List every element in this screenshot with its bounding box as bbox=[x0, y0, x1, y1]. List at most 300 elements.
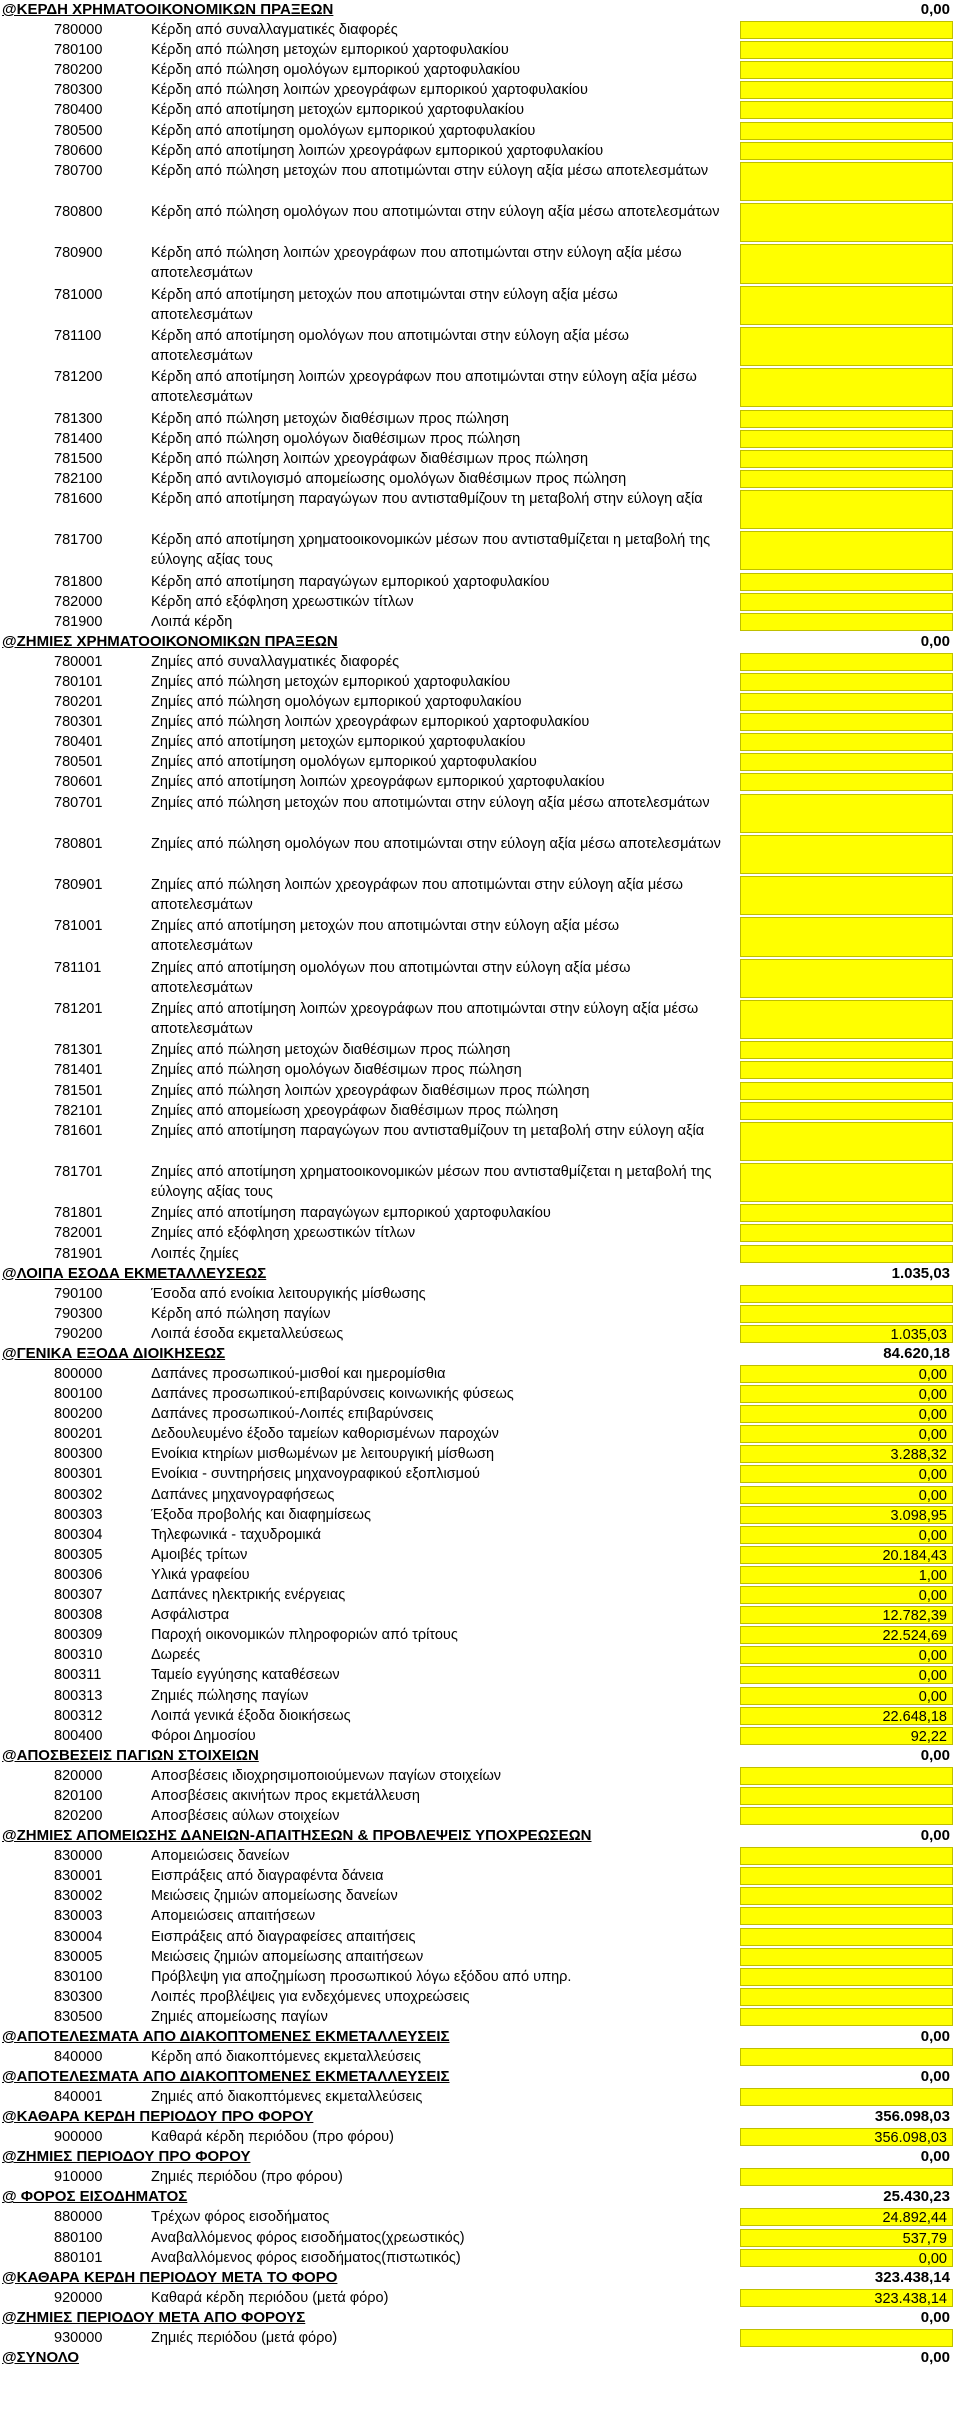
value-cell[interactable] bbox=[740, 490, 953, 529]
account-description: Μειώσεις ζημιών απομείωσης απαιτήσεων bbox=[151, 1948, 424, 1965]
account-row bbox=[0, 449, 960, 469]
value-cell[interactable] bbox=[740, 1204, 953, 1222]
section-title: @ΖΗΜΙΕΣ ΠΕΡΙΟΔΟΥ ΜΕΤΑ ΑΠΟ ΦΟΡΟΥΣ bbox=[2, 2308, 306, 2326]
account-row bbox=[0, 1364, 960, 1384]
value-cell[interactable] bbox=[740, 1245, 953, 1263]
value-cell[interactable] bbox=[740, 450, 953, 468]
account-row bbox=[0, 1464, 960, 1484]
account-description: Ζημίες από αποτίμηση μετοχών που αποτιμώνται στην εύλογη αξία μέσω αποτελεσμάτων bbox=[151, 918, 620, 955]
account-description: Κέρδη από πώληση λοιπών χρεογράφων εμπορικού χαρτοφυλακίου bbox=[151, 82, 588, 99]
account-description: Μειώσεις ζημιών απομείωσης δανείων bbox=[151, 1888, 398, 1905]
account-row bbox=[0, 1121, 960, 1162]
account-code: 780700 bbox=[54, 162, 103, 179]
account-code: 930000 bbox=[54, 2329, 103, 2346]
account-row bbox=[0, 592, 960, 612]
account-code: 780601 bbox=[54, 774, 103, 791]
section-header bbox=[0, 0, 960, 20]
value-cell[interactable]: 3.288,32 bbox=[740, 1445, 953, 1463]
account-code: 830003 bbox=[54, 1908, 103, 1925]
account-description: Κέρδη από αποτίμηση χρηματοοικονομικών μέσων που αντισταθμίζεται η μεταβολή της εύλογης αξίας τους bbox=[151, 532, 711, 569]
account-description: Δωρεές bbox=[151, 1647, 201, 1664]
value-cell[interactable]: 0,00 bbox=[740, 2249, 953, 2267]
account-row bbox=[0, 1284, 960, 1304]
account-description: Κέρδη από αποτίμηση λοιπών χρεογράφων που αποτιμώνται στην εύλογη αξία μέσω αποτελεσμάτων bbox=[151, 369, 697, 406]
account-description: Κέρδη από πώληση μετοχών που αποτιμώνται στην εύλογη αξία μέσω αποτελεσμάτων bbox=[151, 162, 709, 179]
account-code: 800303 bbox=[54, 1506, 103, 1523]
value-cell[interactable] bbox=[740, 1948, 953, 1966]
value-cell[interactable]: 1,00 bbox=[740, 1566, 953, 1584]
account-row bbox=[0, 1987, 960, 2007]
account-description: Ζημιές απομείωσης παγίων bbox=[151, 2008, 328, 2025]
account-code: 840000 bbox=[54, 2049, 103, 2065]
account-code: 840001 bbox=[54, 2089, 103, 2106]
value-cell[interactable] bbox=[740, 2048, 953, 2066]
value-cell[interactable] bbox=[740, 327, 953, 366]
account-row bbox=[0, 612, 960, 632]
account-code: 781301 bbox=[54, 1042, 103, 1059]
account-row bbox=[0, 1324, 960, 1344]
value-cell[interactable]: 1.035,03 bbox=[740, 1325, 953, 1343]
account-description: Αναβαλλόμενος φόρος εισοδήματος(πιστωτικός) bbox=[151, 2249, 461, 2266]
value-cell[interactable] bbox=[740, 203, 953, 242]
value-cell[interactable]: 20.184,43 bbox=[740, 1546, 953, 1564]
value-cell[interactable] bbox=[740, 531, 953, 570]
account-code: 780800 bbox=[54, 204, 103, 220]
account-row bbox=[0, 1706, 960, 1726]
account-description: Αποσβέσεις αύλων στοιχείων bbox=[151, 1808, 340, 1824]
account-description: Αμοιβές τρίτων bbox=[151, 1546, 248, 1563]
account-code: 780300 bbox=[54, 82, 103, 99]
account-description: Ασφάλιστρα bbox=[151, 1607, 230, 1624]
account-description: Αποσβέσεις ιδιοχρησιμοποιούμενων παγίων στοιχείων bbox=[151, 1767, 502, 1784]
account-description: Κέρδη από πώληση ομολόγων εμπορικού χαρτοφυλακίου bbox=[151, 62, 521, 79]
account-row bbox=[0, 1525, 960, 1545]
account-code: 780901 bbox=[54, 877, 103, 894]
account-code: 780301 bbox=[54, 714, 103, 731]
value-cell[interactable] bbox=[740, 753, 953, 771]
value-cell[interactable] bbox=[740, 2329, 953, 2347]
value-cell[interactable]: 537,79 bbox=[740, 2229, 953, 2247]
value-cell[interactable]: 0,00 bbox=[740, 1666, 953, 1684]
value-cell[interactable]: 0,00 bbox=[740, 1385, 953, 1403]
account-code: 780400 bbox=[54, 102, 103, 119]
account-code: 781500 bbox=[54, 450, 103, 467]
account-row bbox=[0, 1060, 960, 1080]
section-total: 356.098,03 bbox=[874, 2108, 950, 2126]
account-row bbox=[0, 1686, 960, 1706]
account-row bbox=[0, 2248, 960, 2268]
value-cell[interactable]: 0,00 bbox=[740, 1465, 953, 1483]
account-row bbox=[0, 2328, 960, 2348]
account-row bbox=[0, 1444, 960, 1464]
account-code: 790300 bbox=[54, 1305, 103, 1322]
value-cell[interactable] bbox=[740, 2088, 953, 2106]
value-cell[interactable] bbox=[740, 959, 953, 998]
account-description: Δεδουλευμένο έξοδο ταμείων καθορισμένων παροχών bbox=[151, 1426, 499, 1443]
account-row bbox=[0, 1404, 960, 1424]
account-code: 781900 bbox=[54, 613, 103, 630]
account-code: 800201 bbox=[54, 1426, 103, 1443]
value-cell[interactable]: 22.524,69 bbox=[740, 1626, 953, 1644]
account-code: 880000 bbox=[54, 2209, 103, 2226]
section-title: @ΑΠΟΤΕΛΕΣΜΑΤΑ ΑΠΟ ΔΙΑΚΟΠΤΟΜΕΝΕΣ ΕΚΜΕΤΑΛΛΕΥΣΕΙΣ bbox=[2, 2028, 450, 2045]
value-cell[interactable]: 24.892,44 bbox=[740, 2208, 953, 2226]
account-description: Ζημίες από συναλλαγματικές διαφορές bbox=[151, 653, 400, 670]
value-cell[interactable] bbox=[740, 876, 953, 915]
value-cell[interactable]: 92,22 bbox=[740, 1727, 953, 1745]
account-row bbox=[0, 732, 960, 752]
account-row bbox=[0, 1967, 960, 1987]
account-description: Ζημίες από αποτίμηση ομολόγων εμπορικού χαρτοφυλακίου bbox=[151, 754, 537, 771]
value-cell[interactable] bbox=[740, 1163, 953, 1202]
value-cell[interactable] bbox=[740, 368, 953, 407]
account-code: 782101 bbox=[54, 1102, 103, 1119]
account-row bbox=[0, 1645, 960, 1665]
section-header bbox=[0, 1344, 960, 1364]
account-code: 781501 bbox=[54, 1082, 103, 1099]
value-cell[interactable] bbox=[740, 1041, 953, 1059]
account-code: 780600 bbox=[54, 142, 103, 159]
account-row bbox=[0, 1203, 960, 1223]
account-row bbox=[0, 772, 960, 792]
account-code: 920000 bbox=[54, 2289, 103, 2306]
account-description: Ζημίες από αποτίμηση ομολόγων που αποτιμώνται στην εύλογη αξία μέσω αποτελεσμάτων bbox=[151, 959, 631, 996]
account-description: Αποσβέσεις ακινήτων προς εκμετάλλευση bbox=[151, 1787, 420, 1804]
account-code: 820200 bbox=[54, 1808, 103, 1824]
account-code: 782001 bbox=[54, 1225, 103, 1242]
account-code: 781600 bbox=[54, 490, 103, 507]
value-cell[interactable] bbox=[740, 773, 953, 791]
account-code: 780101 bbox=[54, 673, 103, 690]
account-row bbox=[0, 1545, 960, 1565]
account-code: 780801 bbox=[54, 835, 103, 852]
value-cell[interactable]: 0,00 bbox=[740, 1646, 953, 1664]
account-code: 800312 bbox=[54, 1707, 103, 1724]
account-row bbox=[0, 80, 960, 100]
section-header bbox=[0, 2308, 960, 2328]
account-row bbox=[0, 2127, 960, 2147]
value-cell[interactable] bbox=[740, 573, 953, 591]
account-row bbox=[0, 672, 960, 692]
account-row bbox=[0, 1081, 960, 1101]
account-row bbox=[0, 1565, 960, 1585]
value-cell[interactable]: 323.438,14 bbox=[740, 2289, 953, 2307]
account-code: 782100 bbox=[54, 470, 103, 487]
value-cell[interactable] bbox=[740, 101, 953, 119]
account-code: 800000 bbox=[54, 1365, 103, 1382]
value-cell[interactable] bbox=[740, 1122, 953, 1161]
value-cell[interactable]: 0,00 bbox=[740, 1425, 953, 1443]
section-title: @ΖΗΜΙΕΣ ΠΕΡΙΟΔΟΥ ΠΡΟ ΦΟΡΟΥ bbox=[2, 2148, 251, 2166]
value-cell[interactable] bbox=[740, 1928, 953, 1946]
value-cell[interactable] bbox=[740, 653, 953, 671]
section-total: 0,00 bbox=[920, 632, 950, 650]
account-description: Λοιπά γενικά έξοδα διοικήσεως bbox=[151, 1707, 351, 1724]
account-row bbox=[0, 1665, 960, 1685]
account-row bbox=[0, 121, 960, 141]
account-description: Ενοίκια - συντηρήσεις μηχανογραφικού εξοπλισμού bbox=[151, 1466, 480, 1483]
section-title: @ΚΑΘΑΡΑ ΚΕΡΔΗ ΠΕΡΙΟΔΟΥ ΜΕΤΑ ΤΟ ΦΟΡΟ bbox=[2, 2268, 338, 2286]
account-description: Κέρδη από συναλλαγματικές διαφορές bbox=[151, 22, 398, 38]
account-code: 780200 bbox=[54, 62, 103, 79]
section-header bbox=[0, 2067, 960, 2087]
account-row bbox=[0, 1846, 960, 1866]
value-cell[interactable] bbox=[740, 835, 953, 874]
value-cell[interactable] bbox=[740, 1224, 953, 1242]
account-code: 880101 bbox=[54, 2249, 103, 2266]
value-cell[interactable] bbox=[740, 81, 953, 99]
value-cell[interactable]: 0,00 bbox=[740, 1687, 953, 1705]
account-code: 800302 bbox=[54, 1486, 103, 1503]
section-title: @ΑΠΟΤΕΛΕΣΜΑΤΑ ΑΠΟ ΔΙΑΚΟΠΤΟΜΕΝΕΣ ΕΚΜΕΤΑΛΛΕΥΣΕΙΣ bbox=[2, 2068, 450, 2086]
account-code: 781701 bbox=[54, 1164, 103, 1180]
account-description: Ζημίες από αποτίμηση χρηματοοικονομικών μέσων που αντισταθμίζεται η μεταβολή της εύλογης αξίας τους bbox=[151, 1164, 712, 1200]
value-cell[interactable] bbox=[740, 1968, 953, 1986]
account-row bbox=[0, 367, 960, 408]
value-cell[interactable] bbox=[740, 1102, 953, 1120]
account-description: Έξοδα προβολής και διαφημίσεως bbox=[151, 1506, 371, 1523]
account-code: 900000 bbox=[54, 2129, 103, 2146]
value-cell[interactable] bbox=[740, 917, 953, 956]
section-title: @ΑΠΟΣΒΕΣΕΙΣ ΠΑΓΙΩΝ ΣΤΟΙΧΕΙΩΝ bbox=[2, 1746, 259, 1764]
section-header bbox=[0, 2027, 960, 2047]
account-description: Λοιπά έσοδα εκμεταλλεύσεως bbox=[151, 1325, 344, 1342]
section-title: @ΖΗΜΙΕΣ ΑΠΟΜΕΙΩΣΗΣ ΔΑΝΕΙΩΝ-ΑΠΑΙΤΗΣΕΩΝ & ΠΡΟΒΛΕΨΕΙΣ ΥΠΟΧΡΕΩΣΕΩΝ bbox=[2, 1827, 592, 1845]
account-description: Κέρδη από αποτίμηση ομολόγων εμπορικού χαρτοφυλακίου bbox=[151, 122, 536, 139]
account-code: 830000 bbox=[54, 1848, 103, 1865]
account-description: Απομειώσεις απαιτήσεων bbox=[151, 1908, 316, 1925]
value-cell[interactable] bbox=[740, 613, 953, 631]
account-code: 790200 bbox=[54, 1325, 103, 1342]
value-cell[interactable] bbox=[740, 1082, 953, 1100]
account-row bbox=[0, 469, 960, 489]
account-row bbox=[0, 1806, 960, 1826]
account-row bbox=[0, 1605, 960, 1625]
value-cell[interactable] bbox=[740, 593, 953, 611]
account-description: Κέρδη από αποτίμηση παραγώγων εμπορικού χαρτοφυλακίου bbox=[151, 573, 550, 590]
account-row bbox=[0, 712, 960, 732]
value-cell[interactable] bbox=[740, 410, 953, 428]
account-code: 781401 bbox=[54, 1062, 103, 1079]
account-code: 782000 bbox=[54, 593, 103, 610]
account-code: 830004 bbox=[54, 1928, 103, 1945]
account-row bbox=[0, 2207, 960, 2227]
account-row bbox=[0, 429, 960, 449]
account-row bbox=[0, 1766, 960, 1786]
account-row bbox=[0, 1886, 960, 1906]
account-row bbox=[0, 652, 960, 672]
account-description: Αναβαλλόμενος φόρος εισοδήματος(χρεωστικός) bbox=[151, 2229, 465, 2246]
account-description: Ζημίες από πώληση μετοχών εμπορικού χαρτοφυλακίου bbox=[151, 673, 511, 690]
account-code: 830100 bbox=[54, 1968, 103, 1985]
account-code: 800304 bbox=[54, 1526, 103, 1543]
value-cell[interactable] bbox=[740, 1787, 953, 1805]
account-code: 830300 bbox=[54, 1988, 103, 2005]
account-row bbox=[0, 572, 960, 592]
account-description: Καθαρά κέρδη περιόδου (μετά φόρο) bbox=[151, 2289, 389, 2306]
account-description: Απομειώσεις δανείων bbox=[151, 1848, 290, 1865]
account-description: Κέρδη από πώληση μετοχών διαθέσιμων προς πώληση bbox=[151, 410, 509, 427]
value-cell[interactable] bbox=[740, 713, 953, 731]
value-cell[interactable] bbox=[740, 1767, 953, 1785]
value-cell[interactable] bbox=[740, 21, 953, 39]
value-cell[interactable]: 22.648,18 bbox=[740, 1707, 953, 1725]
section-header bbox=[0, 2187, 960, 2207]
account-description: Ζημίες από αποτίμηση παραγώγων εμπορικού χαρτοφυλακίου bbox=[151, 1205, 551, 1222]
account-row bbox=[0, 141, 960, 161]
value-cell[interactable] bbox=[740, 142, 953, 160]
value-cell[interactable] bbox=[740, 1907, 953, 1925]
account-code: 780401 bbox=[54, 734, 103, 751]
section-total: 0,00 bbox=[920, 2068, 950, 2086]
section-total: 0,00 bbox=[920, 2148, 950, 2166]
value-cell[interactable] bbox=[740, 2008, 953, 2026]
value-cell[interactable]: 0,00 bbox=[740, 1405, 953, 1423]
account-description: Κέρδη από διακοπτόμενες εκμεταλλεύσεις bbox=[151, 2049, 421, 2065]
account-description: Ταμείο εγγύησης καταθέσεων bbox=[151, 1667, 340, 1684]
account-description: Εισπράξεις από διαγραφείσες απαιτήσεις bbox=[151, 1928, 416, 1945]
value-cell[interactable] bbox=[740, 122, 953, 140]
value-cell[interactable] bbox=[740, 1867, 953, 1885]
account-row bbox=[0, 60, 960, 80]
account-description: Κέρδη από πώληση λοιπών χρεογράφων που αποτιμώνται στην εύλογη αξία μέσω αποτελεσμάτων bbox=[151, 245, 682, 282]
section-title: @ ΦΟΡΟΣ ΕΙΣΟΔΗΜΑΤΟΣ bbox=[2, 2188, 188, 2206]
account-code: 780500 bbox=[54, 122, 103, 139]
account-code: 780501 bbox=[54, 754, 103, 771]
account-code: 781200 bbox=[54, 369, 103, 386]
account-description: Ζημίες από αποτίμηση μετοχών εμπορικού χαρτοφυλακίου bbox=[151, 734, 526, 751]
account-description: Έσοδα από ενοίκια λειτουργικής μίσθωσης bbox=[151, 1285, 426, 1302]
account-description: Δαπάνες προσωπικού-επιβαρύνσεις κοινωνικής φύσεως bbox=[151, 1386, 514, 1402]
account-code: 781100 bbox=[54, 327, 102, 344]
account-code: 781201 bbox=[54, 1001, 103, 1017]
account-code: 780000 bbox=[54, 22, 103, 38]
value-cell[interactable] bbox=[740, 794, 953, 833]
account-description: Κέρδη από αποτίμηση λοιπών χρεογράφων εμπορικού χαρτοφυλακίου bbox=[151, 142, 604, 159]
value-cell[interactable]: 0,00 bbox=[740, 1365, 953, 1383]
value-cell[interactable] bbox=[740, 2168, 953, 2186]
account-row bbox=[0, 1927, 960, 1947]
value-cell[interactable] bbox=[740, 41, 953, 59]
section-total: 84.620,18 bbox=[883, 1344, 950, 1362]
account-description: Ζημίες από πώληση λοιπών χρεογράφων εμπορικού χαρτοφυλακίου bbox=[151, 714, 590, 731]
value-cell[interactable] bbox=[740, 1305, 953, 1323]
account-code: 781300 bbox=[54, 410, 103, 427]
account-description: Ζημίες από απομείωση χρεογράφων διαθέσιμων προς πώληση bbox=[151, 1102, 559, 1119]
value-cell[interactable]: 356.098,03 bbox=[740, 2128, 953, 2146]
value-cell[interactable] bbox=[740, 693, 953, 711]
account-code: 781000 bbox=[54, 286, 103, 303]
account-code: 781001 bbox=[54, 918, 103, 935]
value-cell[interactable]: 0,00 bbox=[740, 1486, 953, 1504]
account-row bbox=[0, 409, 960, 429]
account-code: 830002 bbox=[54, 1888, 103, 1905]
account-row bbox=[0, 100, 960, 120]
account-code: 800300 bbox=[54, 1446, 103, 1463]
account-description: Ζημίες από αποτίμηση λοιπών χρεογράφων εμπορικού χαρτοφυλακίου bbox=[151, 774, 605, 791]
account-row bbox=[0, 2007, 960, 2027]
account-row bbox=[0, 1040, 960, 1060]
account-row bbox=[0, 202, 960, 243]
account-description: Δαπάνες προσωπικού-μισθοί και ημερομίσθια bbox=[151, 1365, 446, 1382]
account-code: 820000 bbox=[54, 1767, 103, 1784]
section-title: @ΚΕΡΔΗ ΧΡΗΜΑΤΟΟΙΚΟΝΟΜΙΚΩΝ ΠΡΑΞΕΩΝ bbox=[2, 1, 334, 18]
account-row bbox=[0, 326, 960, 367]
account-row bbox=[0, 2087, 960, 2107]
section-total: 0,00 bbox=[920, 2308, 950, 2326]
value-cell[interactable] bbox=[740, 1000, 953, 1039]
value-cell[interactable] bbox=[740, 733, 953, 751]
account-description: Κέρδη από πώληση μετοχών εμπορικού χαρτοφυλακίου bbox=[151, 42, 509, 59]
account-description: Κέρδη από αποτίμηση ομολόγων που αποτιμώνται στην εύλογη αξία μέσω αποτελεσμάτων bbox=[151, 327, 629, 364]
account-row bbox=[0, 1384, 960, 1404]
account-description: Ζημίες από αποτίμηση παραγώγων που αντισταθμίζουν τη μεταβολή στην εύλογη αξία bbox=[151, 1122, 705, 1139]
account-row bbox=[0, 2167, 960, 2187]
value-cell[interactable] bbox=[740, 61, 953, 79]
account-description: Ζημίες από πώληση λοιπών χρεογράφων που αποτιμώνται στην εύλογη αξία μέσω αποτελεσμάτων bbox=[151, 877, 683, 914]
account-description: Ζημίες από αποτίμηση λοιπών χρεογράφων που αποτιμώνται στην εύλογη αξία μέσω αποτελεσμάτων bbox=[151, 1001, 699, 1037]
account-code: 830500 bbox=[54, 2008, 103, 2025]
account-description: Κέρδη από αποτίμηση παραγώγων που αντισταθμίζουν τη μεταβολή στην εύλογη αξία bbox=[151, 490, 703, 507]
account-row bbox=[0, 40, 960, 60]
account-row bbox=[0, 243, 960, 284]
account-row bbox=[0, 793, 960, 834]
value-cell[interactable] bbox=[740, 162, 953, 201]
value-cell[interactable] bbox=[740, 1285, 953, 1303]
value-cell[interactable] bbox=[740, 244, 953, 283]
account-description: Ζημιές περιόδου (προ φόρου) bbox=[151, 2169, 343, 2186]
value-cell[interactable] bbox=[740, 673, 953, 691]
account-description: Ζημίες από πώληση λοιπών χρεογράφων διαθέσιμων προς πώληση bbox=[151, 1082, 590, 1099]
value-cell[interactable] bbox=[740, 286, 953, 325]
account-description: Κέρδη από πώληση λοιπών χρεογράφων διαθέσιμων προς πώληση bbox=[151, 450, 589, 467]
section-header bbox=[0, 2348, 960, 2368]
value-cell[interactable] bbox=[740, 1807, 953, 1825]
account-code: 781700 bbox=[54, 532, 103, 549]
account-code: 781901 bbox=[54, 1245, 103, 1262]
account-code: 781800 bbox=[54, 573, 103, 590]
account-description: Λοιπά κέρδη bbox=[151, 613, 233, 630]
value-cell[interactable] bbox=[740, 1847, 953, 1865]
account-description: Δαπάνες προσωπικού-Λοιπές επιβαρύνσεις bbox=[151, 1406, 434, 1423]
account-row bbox=[0, 530, 960, 571]
value-cell[interactable] bbox=[740, 1887, 953, 1905]
value-cell[interactable]: 12.782,39 bbox=[740, 1606, 953, 1624]
value-cell[interactable]: 0,00 bbox=[740, 1586, 953, 1604]
section-header bbox=[0, 1826, 960, 1846]
account-description: Ενοίκια κτηρίων μισθωμένων με λειτουργική μίσθωση bbox=[151, 1446, 495, 1463]
account-row bbox=[0, 1505, 960, 1525]
account-row bbox=[0, 1101, 960, 1121]
value-cell[interactable] bbox=[740, 430, 953, 448]
account-code: 880100 bbox=[54, 2229, 103, 2246]
value-cell[interactable] bbox=[740, 470, 953, 488]
value-cell[interactable]: 0,00 bbox=[740, 1526, 953, 1544]
value-cell[interactable]: 3.098,95 bbox=[740, 1506, 953, 1524]
account-description: Ζημίες από εξόφληση χρεωστικών τίτλων bbox=[151, 1225, 416, 1242]
account-description: Δαπάνες ηλεκτρικής ενέργειας bbox=[151, 1587, 346, 1603]
account-row bbox=[0, 834, 960, 875]
value-cell[interactable] bbox=[740, 1061, 953, 1079]
value-cell[interactable] bbox=[740, 1988, 953, 2006]
section-title: @ΖΗΜΙΕΣ ΧΡΗΜΑΤΟΟΙΚΟΝΟΜΙΚΩΝ ΠΡΑΞΕΩΝ bbox=[2, 632, 338, 650]
account-description: Κέρδη από πώληση ομολόγων διαθέσιμων προς πώληση bbox=[151, 430, 521, 447]
account-description: Κέρδη από αντιλογισμό απομείωσης ομολόγων διαθέσιμων προς πώληση bbox=[151, 470, 627, 487]
account-row bbox=[0, 752, 960, 772]
account-code: 781801 bbox=[54, 1205, 103, 1222]
account-code: 800308 bbox=[54, 1607, 103, 1624]
section-title: @ΓΕΝΙΚΑ ΕΞΟΔΑ ΔΙΟΙΚΗΣΕΩΣ bbox=[2, 1344, 226, 1362]
